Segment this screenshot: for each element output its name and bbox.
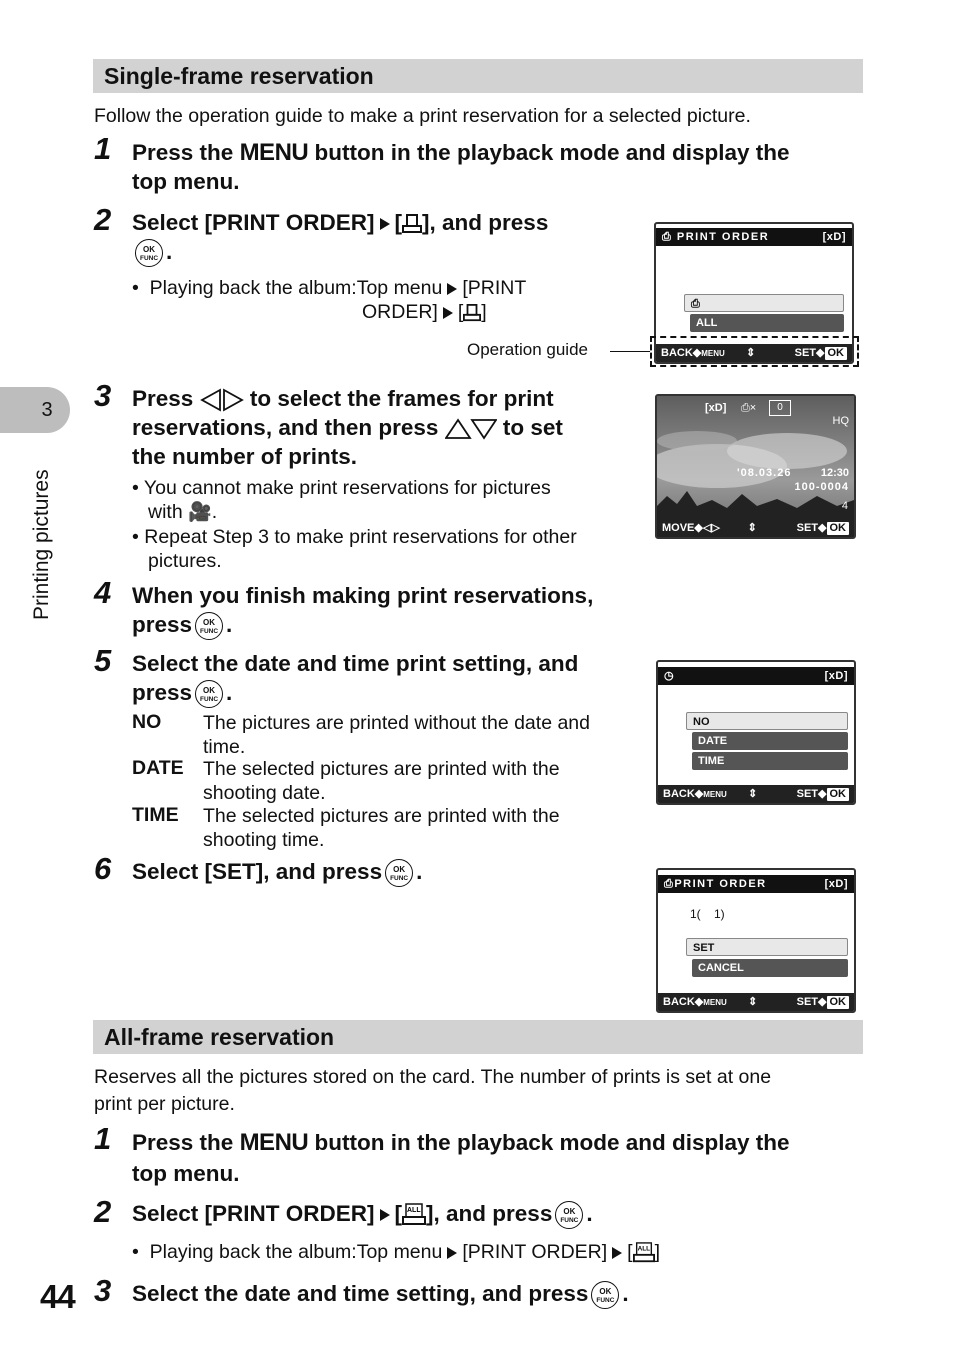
clock-icon: ◷ [664,670,676,682]
bullet-text: Playing back the album:Top menu [149,1241,443,1263]
bullet-text: [ [457,301,464,323]
menu-item-date[interactable]: DATE [692,732,848,750]
menu-item-no[interactable]: NO [686,712,848,730]
screen-bottom-bar: BACK◆MENU ⇕ SET◆ OK [658,785,854,803]
print-all-icon [402,1203,426,1227]
left-right-arrows-icon [200,388,244,412]
chapter-number: 3 [41,399,53,421]
option-def-no: The pictures are printed without the date and time. [203,712,590,758]
chapter-title: Printing pictures [30,469,53,620]
operation-guide-highlight [650,336,859,367]
section-heading-single: Single-frame reservation [93,59,863,93]
single-intro: Follow the operation guide to make a print reservation for a selected picture. [94,105,751,127]
print-icon [463,303,481,323]
step-text: the number of prints. [132,444,357,469]
camera-screen-playback [655,394,856,539]
menu-item-time[interactable]: TIME [692,752,848,770]
print-count-icon: ⎙× [741,402,757,414]
step-text: Press [132,386,194,411]
step-text: to select the frames for print [249,386,554,411]
step-text: Press the [132,140,240,165]
all-step1 [132,1127,872,1189]
single-step3-bullets: • You cannot make print reservations for pictures with 🎥. • Repeat Step 3 to make print reservations for other pictures. [132,477,577,572]
bullet-text: ORDER] [362,301,438,323]
screen-bottom-bar: BACK◆MENU ⇕ SET◆ OK [656,344,852,362]
page-number: 44 [40,1278,75,1315]
step-text: reservations, and then press [132,415,439,440]
bullet-text: Playing back the album:Top menu [149,277,443,299]
single-step5: Select the date and time print setting, and press OK FUNC . [132,649,642,708]
all-step2-bullet: • Playing back the album:Top menu [PRINT ORDER] [ ALL ] [132,1241,661,1263]
option-term-date: DATE [132,757,184,779]
single-step3 [132,384,642,471]
svg-text:ALL: ALL [407,1207,421,1215]
step-text: button in the playback mode and display the [308,140,790,165]
menu-button-label: MENU [239,139,309,166]
print-all-icon [633,1242,655,1264]
step-text: ], and press [422,210,549,235]
section-heading-all: All-frame reservation [93,1020,863,1054]
camera-screen-print-confirm [656,868,856,1013]
up-down-arrows-icon [445,418,497,440]
step-text: press [132,612,193,637]
menu-item-print-all[interactable]: ALL [690,314,844,332]
bullet-text: ] [654,1241,661,1263]
menu-item-print-single[interactable]: ⎙ [684,294,844,312]
file-number: 100-0004 [794,481,849,493]
step-number: 1 [94,131,112,166]
step-text: ], and press [426,1201,553,1226]
option-def-date: The selected pictures are printed with the shooting date. [203,758,560,804]
ok-func-button-icon: OK FUNC [195,612,223,640]
bullet-text: Repeat Step 3 to make print reservations for other [144,526,577,548]
all-intro: Reserves all the pictures stored on the card. The number of prints is set at one print per picture. [94,1066,772,1115]
all-step3: Select the date and time setting, and press OK FUNC . [132,1279,872,1309]
camera-screen-date-setting [656,660,856,805]
bullet-text: [PRINT ORDER] [462,1241,608,1263]
bullet-text: [ [627,1241,633,1263]
ok-func-button-icon: OK FUNC [591,1281,619,1309]
bullet-text: with [148,501,183,523]
step-text: Select the date and time setting, and press [132,1281,589,1306]
ok-func-button-icon: OK FUNC [385,859,413,887]
bullet-text: pictures. [148,550,222,572]
print-icon [402,213,422,235]
step-text: top menu. [132,1161,240,1186]
arrow-right-icon [447,1247,457,1259]
all-step2: Select [PRINT ORDER] [ ALL ], and press OK FUNC . [132,1199,872,1229]
movie-icon: 🎥 [188,502,212,523]
screen-bottom-bar: BACK◆MENU ⇕ SET◆ OK [658,993,854,1011]
step-number: 5 [94,643,112,678]
quality-indicator: HQ [832,415,849,427]
operation-guide-label: Operation guide [467,340,588,359]
step-text: Select [PRINT ORDER] [132,210,375,235]
step-text: [ [394,210,403,235]
screen-title-bar: ◷ [xD] [658,667,854,685]
screen-title-bar: ⎙ PRINT ORDER [xD] [656,228,852,246]
step-number: 2 [94,202,112,237]
single-step1 [132,138,872,196]
step-text: top menu. [132,169,240,194]
card-indicator: [xD] [705,402,727,414]
arrow-right-icon [612,1247,622,1259]
step-text: press [132,680,193,705]
step-text: Select [SET], and press [132,859,383,884]
ok-func-button-icon: OK FUNC [135,239,163,267]
arrow-right-icon [443,307,453,319]
step-number: 3 [94,378,112,413]
step-number: 3 [94,1273,112,1308]
shot-time: 12:30 [820,467,849,479]
step-number: 6 [94,851,112,886]
step-text: Select [PRINT ORDER] [132,1201,375,1226]
ok-func-button-icon: OK FUNC [195,680,223,708]
step-text: [ [394,1201,403,1226]
single-step2: Select [PRINT ORDER] [ ], and press OK FUNC . [132,208,612,267]
screen-bottom-bar: MOVE◆◁▷ ⇕ SET◆ OK [657,519,854,537]
single-step4: When you finish making print reservations, press OK FUNC . [132,581,642,640]
menu-button-label: MENU [239,1129,309,1156]
ok-func-button-icon: OK FUNC [555,1201,583,1229]
svg-text:ALL: ALL [637,1245,650,1253]
arrow-right-icon [447,283,457,295]
bullet-text: ] [481,301,487,323]
step-number: 4 [94,575,112,610]
option-term-time: TIME [132,804,179,826]
step-text: Select the date and time print setting, and [132,651,579,676]
bullet-text: [PRINT [462,277,527,299]
step-number: 2 [94,1194,112,1229]
print-count-text: 1( 1) [690,907,725,921]
bullet-text: You cannot make print reservations for pictures [143,477,551,499]
step-text: to set [502,415,563,440]
step-text: button in the playback mode and display the [308,1130,790,1155]
menu-item-cancel[interactable]: CANCEL [692,959,848,977]
step-text: Press the [132,1130,240,1155]
callout-line [610,351,650,352]
print-count-value: 0 [769,400,791,416]
option-term-no: NO [132,711,162,733]
frame-number: 4 [841,500,848,512]
chapter-tab [0,387,70,433]
arrow-right-icon [380,1209,390,1221]
step-number: 1 [94,1121,112,1156]
screen-title-bar: ⎙PRINT ORDER [xD] [658,875,854,893]
arrow-right-icon [380,218,390,230]
single-step2-bullet: • Playing back the album:Top menu [PRINT ORDER] [ ] [132,277,527,323]
option-def-time: The selected pictures are printed with the shooting time. [203,805,560,851]
step-text: When you finish making print reservations, [132,583,594,608]
shot-date: '08.03.26 [737,467,792,479]
single-step6: Select [SET], and press OK FUNC . [132,857,632,887]
menu-item-set[interactable]: SET [686,938,848,956]
